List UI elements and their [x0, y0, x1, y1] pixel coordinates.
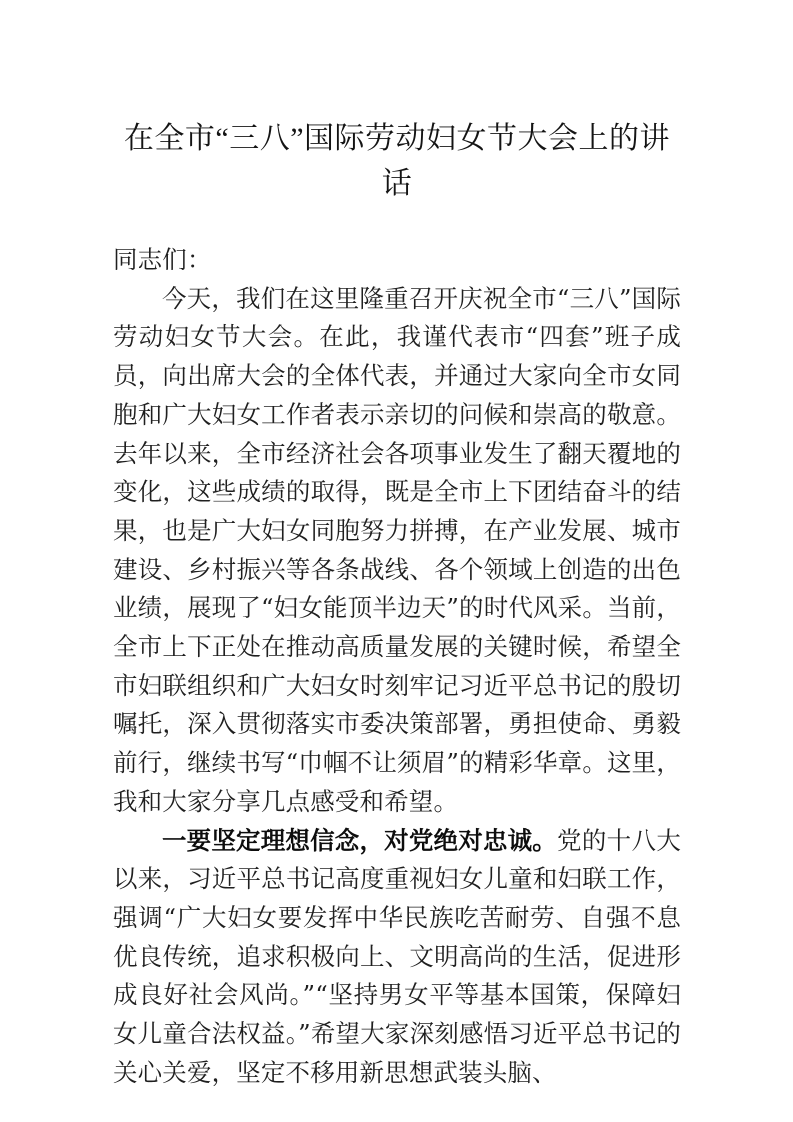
paragraph-opening: 今天，我们在这里隆重召开庆祝全市“三八”国际劳动妇女节大会。在此，我谨代表市“四套”班子成员，向出席大会的全体代表，并通过大家向全市女同胞和广大妇女工作者表示亲切的问候和崇高的敬意。去年以来，全市经济社会各项事业发生了翻天覆地的变化，这些成绩的取得，既是全市上下团结奋斗的结果，也是广大妇女同胞努力拼搏，在产业发展、城市建设、乡村振兴等各条战线、各个领域上创造的出色业绩，展现了“妇女能顶半边天”的时代风采。当前，全市上下正处在推动高质量发展的关键时候，希望全市妇联组织和广大妇女时刻牢记习近平总书记的殷切嘱托，深入贯彻落实市委决策部署，勇担使命、勇毅前行，继续书写“巾帼不让须眉”的精彩华章。这里，我和大家分享几点感受和希望。 — [113, 283, 681, 816]
paragraph-point-one-heading: 一要坚定理想信念，对党绝对忠诚。 — [162, 825, 557, 855]
paragraph-point-one-text: 党的十八大以来，习近平总书记高度重视妇女儿童和妇联工作，强调“广大妇女要发挥中华民族吃苦耐劳、自强不息优良传统，追求积极向上、文明高尚的生活，促进形成良好社会风尚。”“坚持男女平等基本国策，保障妇女儿童合法权益。”希望大家深刻感悟习近平总书记的关心关爱，坚定不移用新思想武装头脑、 — [113, 825, 681, 1087]
paragraph-point-one — [113, 822, 681, 1093]
document-body — [113, 241, 681, 1092]
paragraph-salutation: 同志们： — [113, 245, 212, 274]
page-title: 在全市“三八”国际劳动妇女节大会上的讲话 — [123, 122, 671, 201]
